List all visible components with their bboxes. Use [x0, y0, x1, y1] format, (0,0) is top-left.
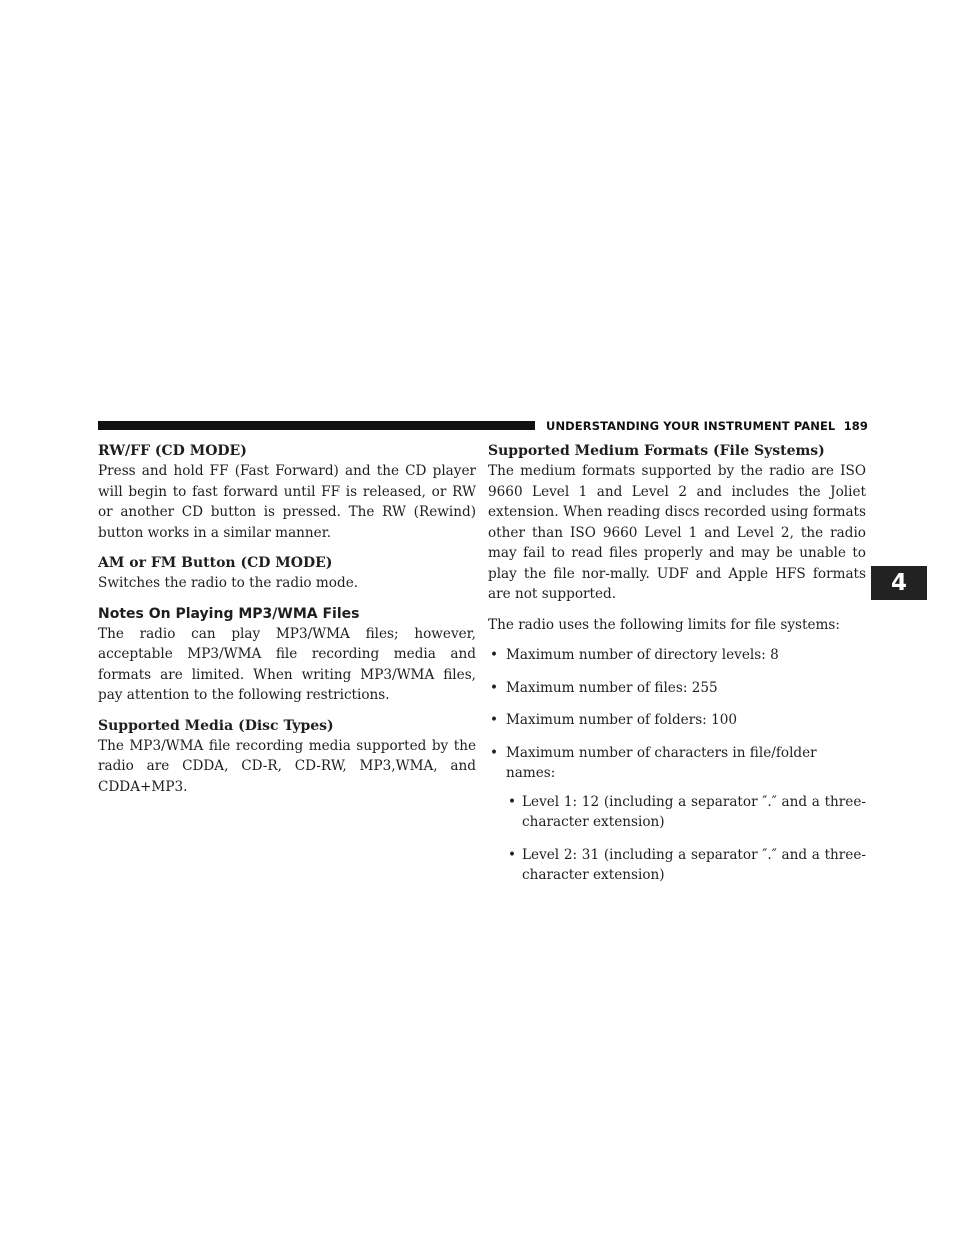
- notes-text: The radio can play MP3/WMA files; however, acceptable MP3/WMA file recording media and formats are limited. When writing MP3/WMA files, pay attention to the following restrictions.: [98, 625, 476, 703]
- notes-heading: Notes On Playing MP3/WMA Files: [98, 605, 360, 622]
- list-item-text: Maximum number of characters in file/folder names:: [506, 744, 817, 781]
- list-item: [488, 645, 866, 666]
- limits-list: [488, 645, 866, 886]
- bullet-icon: •: [490, 712, 499, 728]
- bullet-icon: •: [490, 679, 499, 696]
- bullet-icon: •: [490, 744, 499, 761]
- formats-text: The medium formats supported by the radio are ISO 9660 Level 1 and Level 2 and includes the Joliet extension. When reading discs recorded using formats other than ISO 9660 Level 1 and Level 2, the radio may fail to read files properly and may be unable to play the file nor-mally. UDF and Apple HFS formats are not supported.: [488, 463, 866, 602]
- limits-intro: The radio uses the following limits for file systems:: [488, 616, 840, 633]
- formats-heading: Supported Medium Formats (File Systems): [488, 443, 825, 459]
- media-heading: Supported Media (Disc Types): [98, 717, 334, 734]
- list-item: [488, 678, 866, 699]
- bullet-icon: •: [490, 647, 499, 663]
- running-header: [546, 418, 868, 434]
- left-column: [98, 441, 476, 807]
- bullet-icon: •: [508, 793, 517, 810]
- sub-list-item-text: Level 2: 31 (including a separator ″.″ and a three-character extension): [522, 846, 866, 883]
- bullet-icon: •: [508, 846, 517, 863]
- rwff-text: Press and hold FF (Fast Forward) and the CD player will begin to fast forward until FF is released, or RW or another CD button is pressed. The RW (Rewind) button works in a similar manner.: [98, 463, 476, 541]
- list-item-text: Maximum number of directory levels: 8: [506, 647, 779, 663]
- right-column: [488, 441, 866, 898]
- list-item: [488, 743, 866, 886]
- sub-list-item: [506, 792, 866, 833]
- list-item-text: Maximum number of files: 255: [506, 679, 718, 696]
- media-text: The MP3/WMA file recording media supported by the radio are CDDA, CD-R, CD-RW, MP3,WMA, and CDDA+MP3.: [98, 737, 476, 795]
- section-title: UNDERSTANDING YOUR INSTRUMENT PANEL: [546, 419, 836, 433]
- sub-list: [506, 792, 866, 886]
- rwff-heading: RW/FF (CD MODE): [98, 443, 247, 459]
- list-item: [488, 710, 866, 731]
- page-number: 189: [843, 419, 868, 433]
- amfm-heading: AM or FM Button (CD MODE): [98, 555, 333, 571]
- chapter-tab: 4: [871, 566, 927, 600]
- header-rule: [98, 421, 535, 430]
- amfm-text: Switches the radio to the radio mode.: [98, 575, 359, 591]
- sub-list-item-text: Level 1: 12 (including a separator ″.″ and a three-character extension): [522, 793, 866, 830]
- list-item-text: Maximum number of folders: 100: [506, 712, 738, 728]
- sub-list-item: [506, 845, 866, 886]
